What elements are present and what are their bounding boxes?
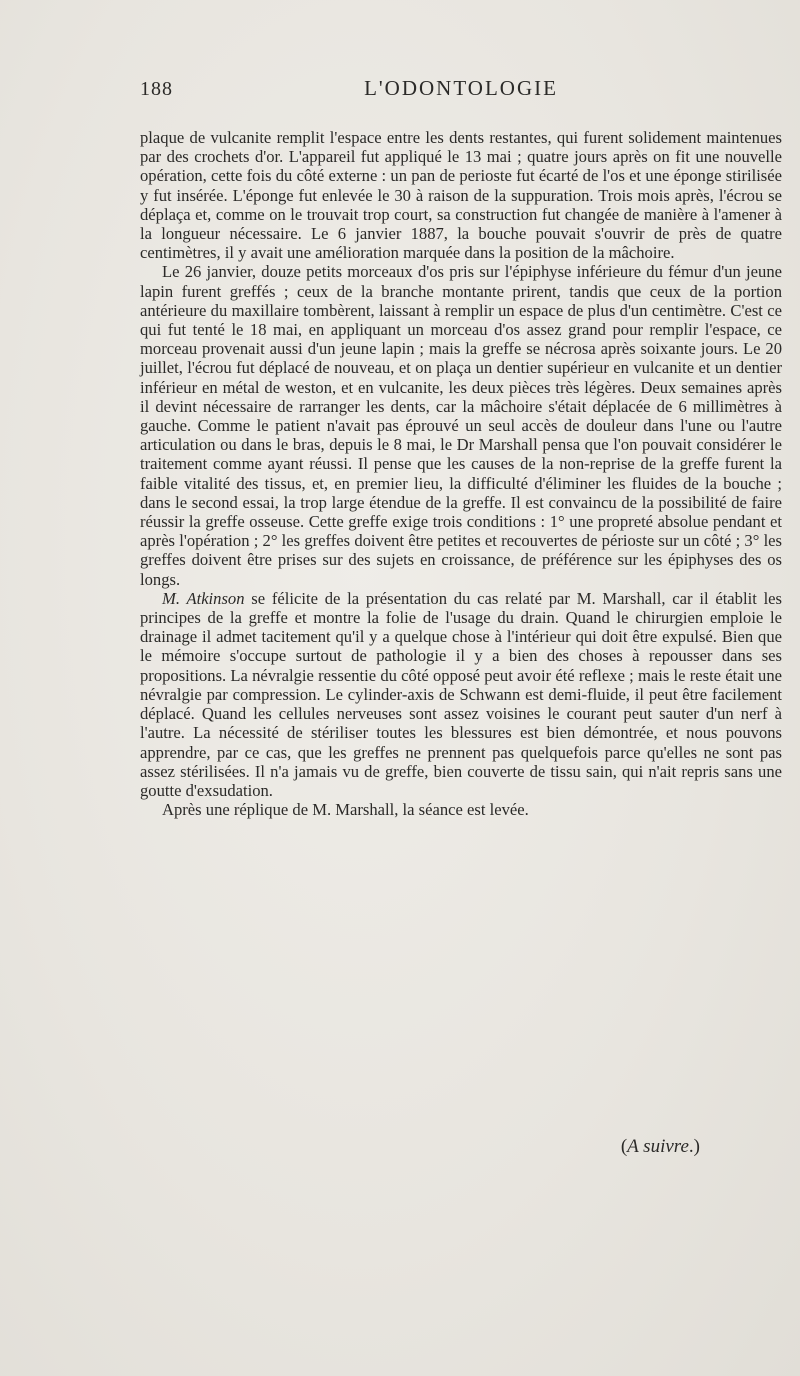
to-be-continued-text: A suivre: [627, 1136, 689, 1157]
paragraph-case-report: Le 26 janvier, douze petits morceaux d'os pris sur l'épiphyse inférieure du fémur d'un jeune lapin furent greffés ; ceux de la branche montante prirent, tandis que ceux de la portion antérieure du maxillaire tombèrent, laissant à remplir un espace de plus d'un centimètre. C'est ce qui fut tenté le 18 mai, en appliquant un morceau d'os assez grand pour remplir l'espace, ce morceau provenait aussi d'un jeune lapin ; mais la greffe se nécrosa après soixante jours. Le 20 juillet, l'écrou fut déplacé de nouveau, et on plaça un dentier supérieur en vulcanite et un dentier inférieur en métal de weston, et en vulcanite, les deux pièces très légères. Deux semaines après il devint nécessaire de rarranger les dents, car la mâchoire s'était déplacée de 6 millimètres à gauche. Comme le patient n'avait pas éprouvé un seul accès de douleur dans l'une ou l'autre articulation ou dans le bras, depuis le 8 mai, le Dr Marshall pensa que l'on pouvait considérer le traitement comme ayant réussi. Il pense que les causes de la non-reprise de la greffe furent la faible vitalité des tissus, et, en premier lieu, la difficulté d'éliminer les fluides de la bouche ; dans le second essai, la trop large étendue de la greffe. Il est convaincu de la possibilité de faire réussir la greffe osseuse. Cette greffe exige trois conditions : 1° une propreté absolue pendant et après l'opération ; 2° les greffes doivent être petites et recouvertes de périoste sur un côté ; 3° les greffes doivent être prises sur des sujets en croissance, de préférence sur les épiphyses des os longs.: [140, 262, 782, 589]
paragraph-continuation: plaque de vulcanite remplit l'espace entre les dents restantes, qui furent solidement maintenues par des crochets d'or. L'appareil fut appliqué le 13 mai ; quatre jours après on fit une nouvelle opération, cette fois du côté externe : un pan de perioste fut écarté de l'os et une éponge stirilisée y fut insérée. L'éponge fut enlevée le 30 à raison de la suppuration. Trois mois après, l'écrou se déplaça et, comme on le trouvait trop court, sa construction fut changée de manière à l'amener à la longueur nécessaire. Le 6 janvier 1887, la bouche pouvait s'ouvrir de près de quatre centimètres, il y avait une amélioration marquée dans la position de la mâchoire.: [140, 128, 782, 263]
discussion-text: se félicite de la présentation du cas relaté par M. Marshall, car il établit les principes de la greffe et montre la folie de l'usage du drain. Quand le chirurgien emploie le drainage il admet tacitement qu'il y a quelque chose à l'intérieur qui doit être expulsé. Bien que le mémoire s'occupe surtout de pathologie il y a bien des choses à repousser dans ses propositions. La névralgie ressentie du côté opposé peut avoir été reflexe ; mais le reste était une névralgie par compression. Le cylinder-axis de Schwann est demi-fluide, il peut être facilement déplacé. Quand les cellules nerveuses sont assez voisines le courant peut sauter d'un nerf à l'autre. La nécessité de stériliser toutes les blessures est bien démontrée, et nous pouvons apprendre, par ce cas, que les greffes ne prennent pas quelquefois parce qu'elles ne sont pas assez stérilisées. Il n'a jamais vu de greffe, bien couverte de tissu sain, qui n'ait repris sans une goutte d'exsudation.: [140, 588, 783, 800]
to-be-continued: (A suivre.): [620, 1136, 700, 1157]
paragraph-discussion: [140, 589, 782, 800]
page-header: [140, 70, 782, 110]
speaker-name: M. Atkinson: [162, 588, 245, 608]
page-number: 188: [140, 78, 173, 100]
paragraph-closing: Après une réplique de M. Marshall, la séance est levée.: [162, 800, 529, 820]
running-title: L'ODONTOLOGIE: [364, 76, 558, 100]
body-text: [140, 128, 782, 819]
